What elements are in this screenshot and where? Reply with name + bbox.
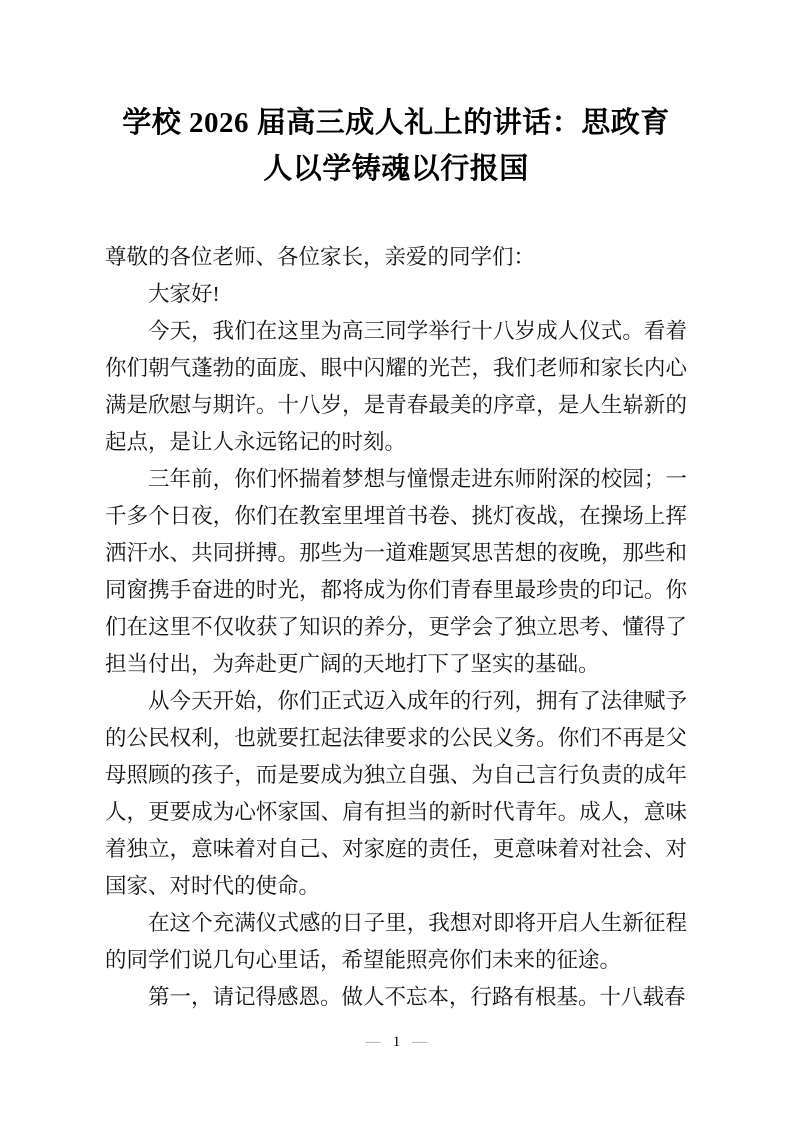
footer-dash-right: —: [412, 1034, 428, 1050]
document-body: [105, 239, 687, 1016]
paragraph-4: 在这个充满仪式感的日子里，我想对即将开启人生新征程的同学们说几句心里话，希望能照亮你们未来的征途。: [105, 911, 687, 972]
footer-dash-left: —: [365, 1034, 381, 1050]
page-number: 1: [392, 1034, 401, 1050]
salutation: 尊敬的各位老师、各位家长，亲爱的同学们：: [105, 245, 536, 269]
paragraph-3: 从今天开始，你们正式迈入成年的行列，拥有了法律赋予的公民权利，也就要扛起法律要求的公民义务。你们不再是父母照顾的孩子，而是要成为独立自强、为自己言行负责的成年人，更要成为心怀家国、肩有担当的新时代青年。成人，意味着独立，意味着对自己、对家庭的责任，更意味着对社会、对国家、对时代的使命。: [105, 689, 687, 898]
title-line-2: 人以学铸魂以行报国: [263, 153, 529, 185]
page-footer: [0, 1032, 793, 1052]
document-title: [105, 100, 687, 192]
greeting: 大家好!: [148, 282, 220, 306]
title-line-1: 学校 2026 届高三成人礼上的讲话：思政育: [122, 107, 670, 139]
paragraph-5-truncated: 第一，请记得感恩。做人不忘本，行路有根基。十八载春: [148, 985, 686, 1009]
paragraph-1: 今天，我们在这里为高三同学举行十八岁成人仪式。看着你们朝气蓬勃的面庞、眼中闪耀的光芒，我们老师和家长内心满是欣慰与期许。十八岁，是青春最美的序章，是人生崭新的起点，是让人永远铭记的时刻。: [105, 319, 687, 454]
paragraph-2: 三年前，你们怀揣着梦想与憧憬走进东师附深的校园；一千多个日夜，你们在教室里埋首书卷、挑灯夜战，在操场上挥洒汗水、共同拼搏。那些为一道难题冥思苦想的夜晚，那些和同窗携手奋进的时光，都将成为你们青春里最珍贵的印记。你们在这里不仅收获了知识的养分，更学会了独立思考、懂得了担当付出，为奔赴更广阔的天地打下了坚实的基础。: [105, 467, 687, 676]
